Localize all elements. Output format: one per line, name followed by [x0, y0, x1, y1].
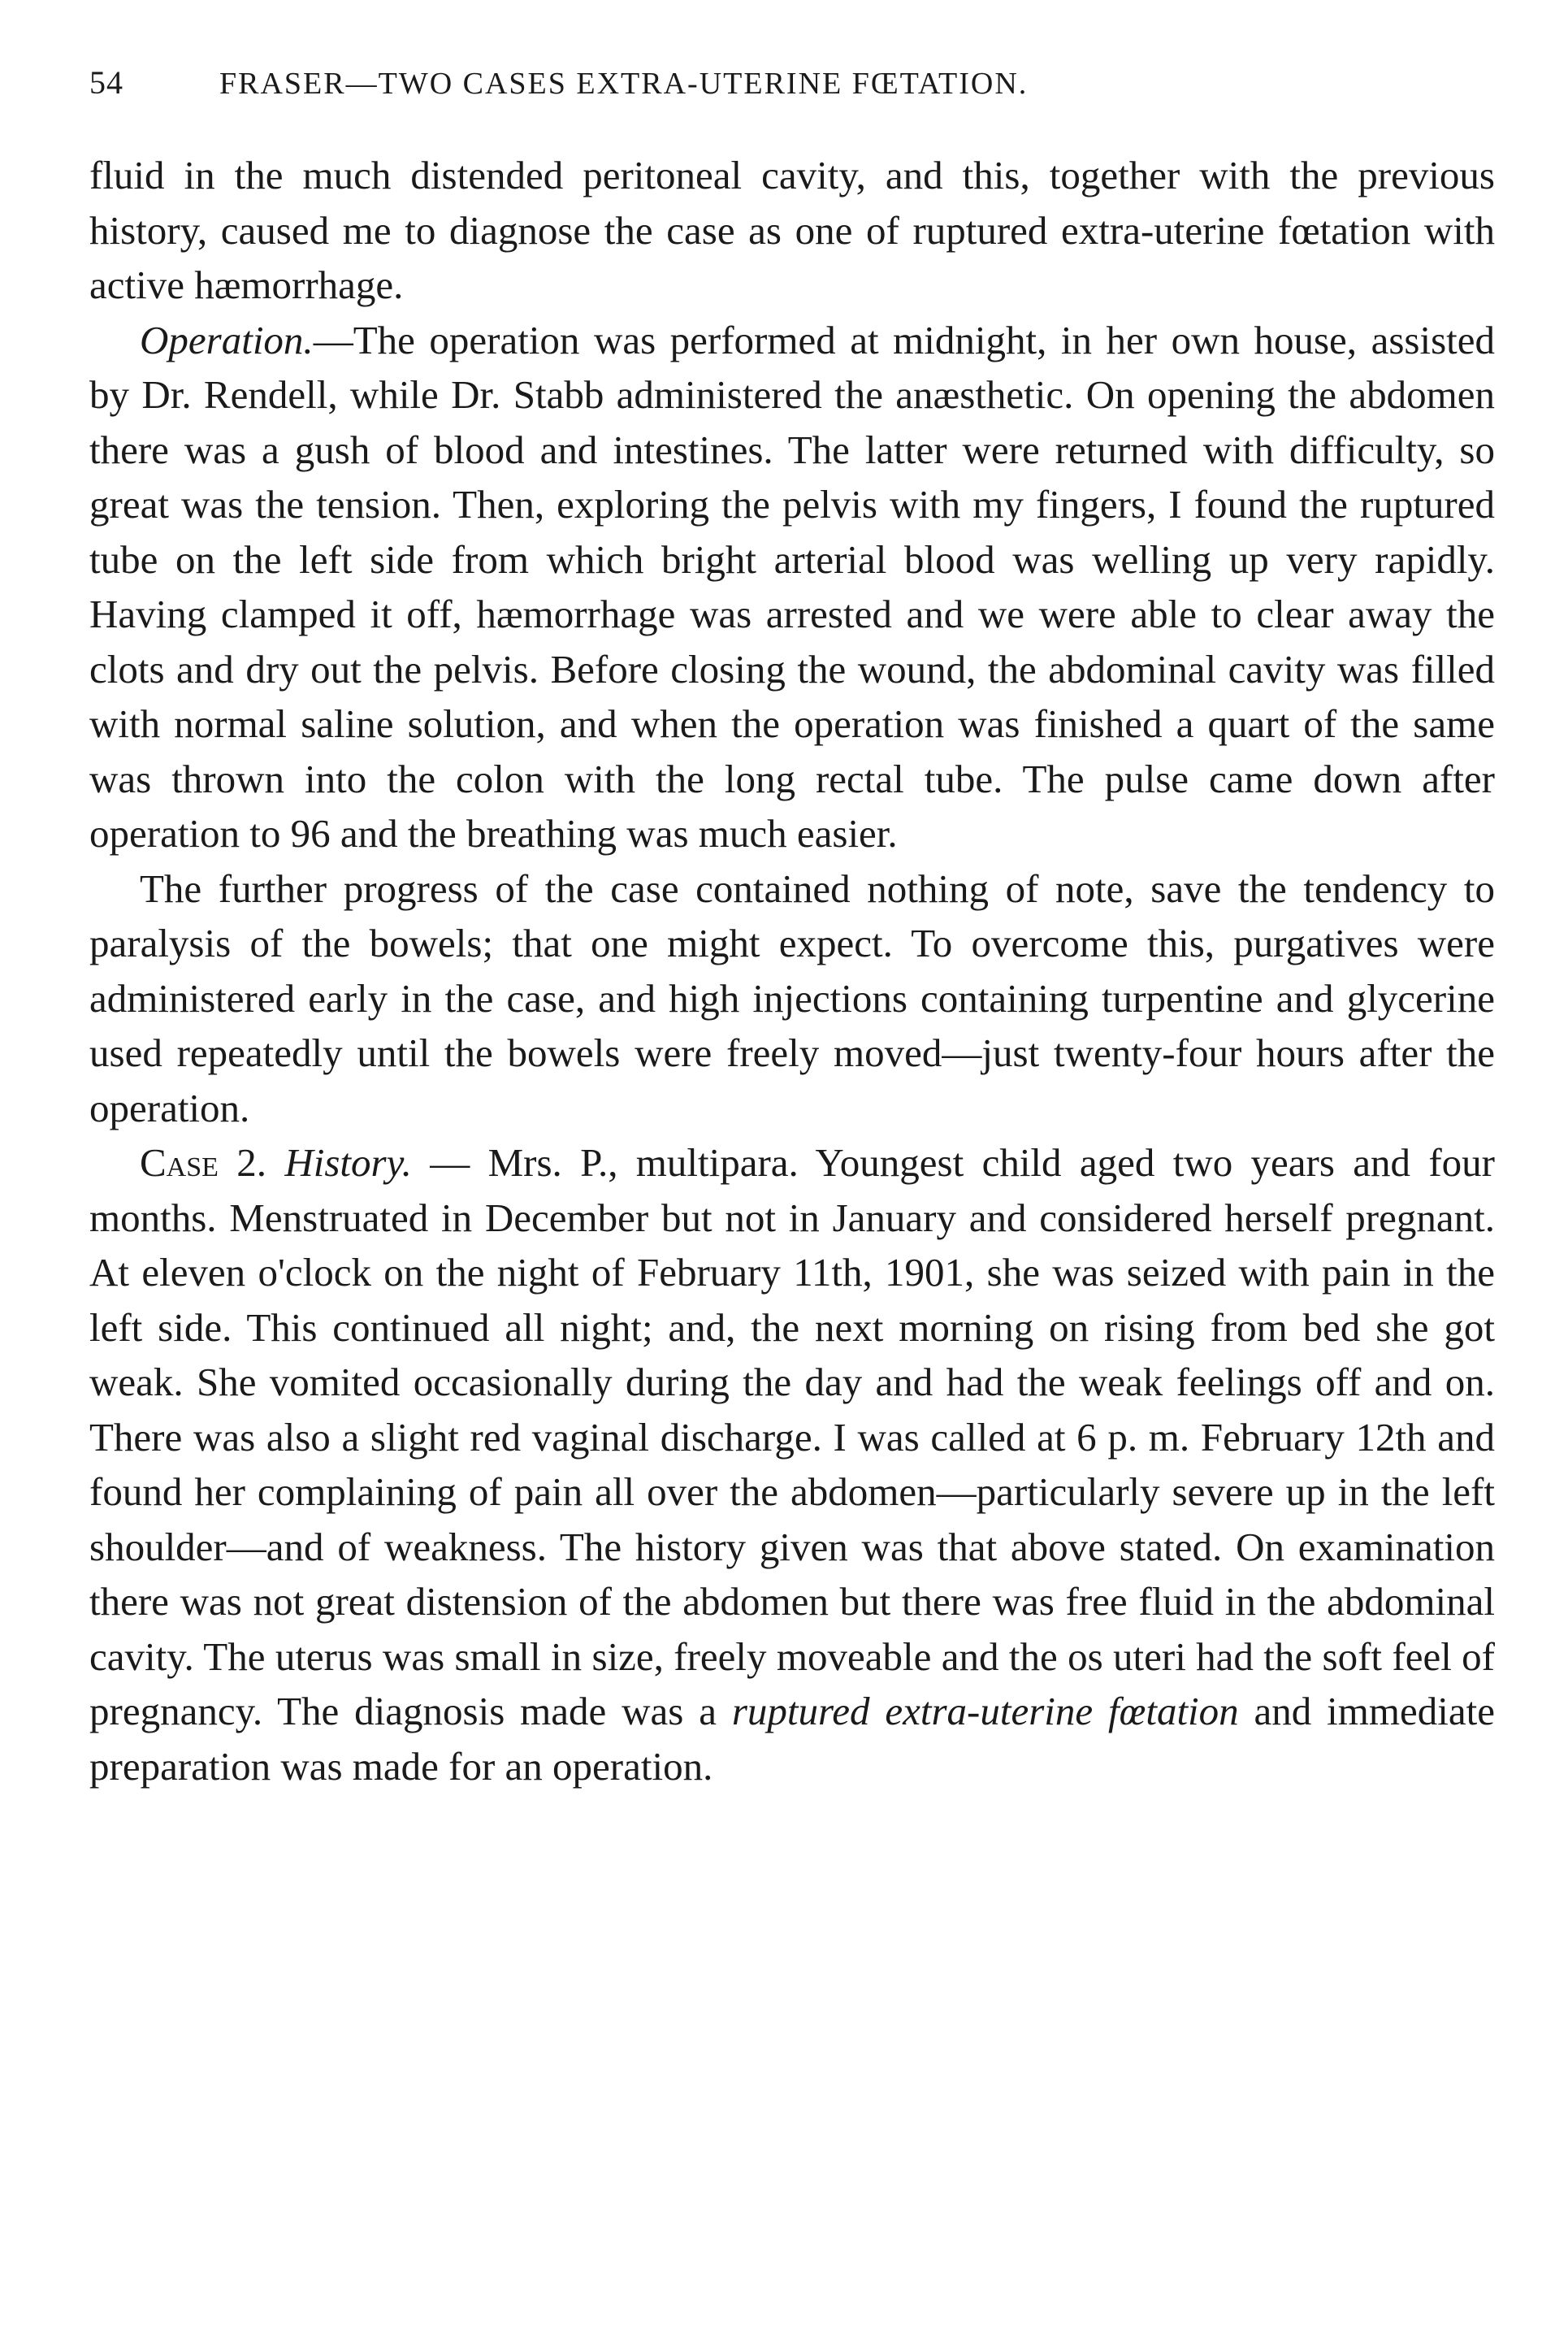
history-heading: History.	[284, 1140, 412, 1185]
running-title: FRASER—TWO CASES EXTRA-UTERINE FŒTATION.	[219, 67, 1029, 101]
operation-text: —The operation was performed at midnight, in her own house, assisted by Dr. Rendell, while Dr. Stabb administered the anæsthetic. On opening the abdomen there was a gush of blood and intestines. The latter were returned with difficulty, so great was the tension. Then, exploring the pelvis with my fingers, I found the ruptured tube on the left side from which bright arterial blood was welling up very rapidly. Having clamped it off, hæmorrhage was arrested and we were able to clear away the clots and dry out the pelvis. Before closing the wound, the abdominal cavity was filled with normal saline solution, and when the operation was finished a quart of the same was thrown into the colon with the long rectal tube. The pulse came down after operation to 96 and the breathing was much easier.	[89, 317, 1495, 856]
case-2-text-1: — Mrs. P., multipara. Youngest child aged two years and four months. Menstruated in December but not in January and considered herself pregnant. At eleven o'clock on the night of February 11th, 1901, she was seized with pain in the left side. This continued all night; and, the next morning on rising from bed she got weak. She vomited occasionally during the day and had the weak feelings off and on. There was also a slight red vaginal discharge. I was called at 6 p. m. February 12th and found her complaining of pain all over the abdomen—particularly severe up in the left shoulder—and of weakness. The history given was that above stated. On examination there was not great distension of the abdomen but there was free fluid in the abdominal cavity. The uterus was small in size, freely moveable and the os uteri had the soft feel of pregnancy. The diagnosis made was a	[89, 1140, 1496, 1733]
diagnosis-text: ruptured extra-uterine fœtation	[731, 1689, 1239, 1733]
operation-heading: Operation.	[140, 317, 314, 362]
case-2-text-2: and immediate preparation was made for an operation.	[89, 1689, 1495, 1789]
page-number: 54	[89, 64, 123, 101]
page	[89, 63, 1495, 1794]
paragraph-operation	[89, 313, 1495, 861]
case-2-label: Case 2.	[140, 1140, 267, 1185]
paragraph-progress: The further progress of the case contained nothing of note, save the tendency to paralysis of the bowels; that one might expect. To overcome this, purgatives were administered early in the case, and high injections containing turpentine and glycerine used repeatedly until the bowels were freely moved—just twenty-four hours after the operation.	[89, 865, 1495, 1130]
running-header	[89, 63, 1495, 112]
paragraph-1: fluid in the much distended peritoneal cavity, and this, together with the previous history, caused me to diagnose the case as one of ruptured extra-uterine fœtation with active hæmorrhage.	[89, 153, 1495, 307]
paragraph-case-2	[89, 1135, 1495, 1794]
